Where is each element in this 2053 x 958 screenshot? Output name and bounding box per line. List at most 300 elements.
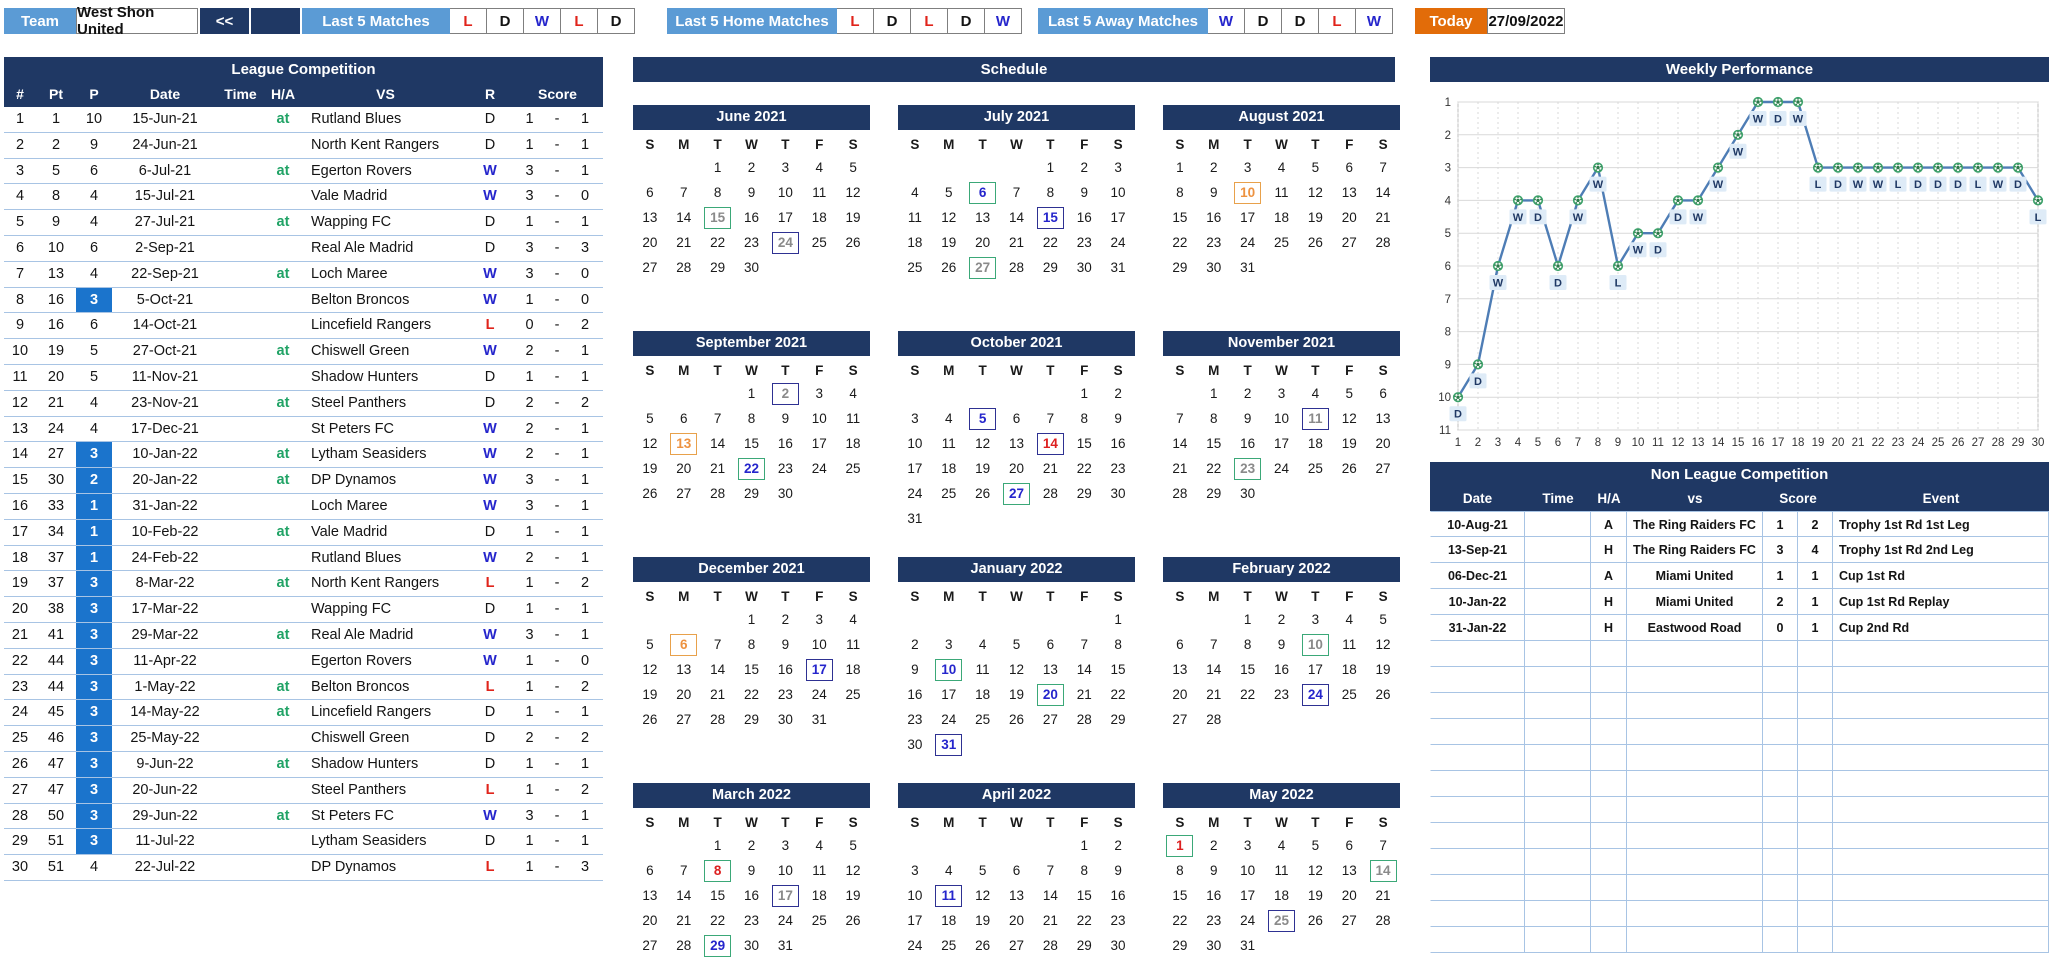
calendar-match-day[interactable]: 29 xyxy=(704,935,731,957)
points-cumulative: 34 xyxy=(47,523,65,540)
team-name-selector[interactable]: West Shon United xyxy=(76,8,198,34)
score-against: 1 xyxy=(580,136,590,153)
calendar-day: 9 xyxy=(747,863,756,878)
match-number: 18 xyxy=(11,549,29,566)
calendar-blank-day xyxy=(701,381,735,406)
cup-home-away xyxy=(1591,823,1627,849)
score-against: 2 xyxy=(580,730,590,747)
calendar-day: 23 xyxy=(1273,687,1289,702)
score-dash: - xyxy=(554,833,560,850)
x-tick-label: 23 xyxy=(1891,437,1905,449)
score-for: 1 xyxy=(525,575,534,592)
home-away-flag xyxy=(263,778,303,803)
calendar-day: 23 xyxy=(1110,913,1126,928)
opponent-name: Rutland Blues xyxy=(311,549,402,566)
cup-score-for: 1 xyxy=(1763,511,1798,537)
score-dash: - xyxy=(554,136,560,153)
x-tick-label: 16 xyxy=(1751,437,1765,449)
non-league-match-row xyxy=(1430,875,2049,901)
match-time xyxy=(218,391,263,416)
match-point-dot xyxy=(1739,136,1741,138)
weekday-header: T xyxy=(978,814,987,830)
calendar-match-day[interactable]: 24 xyxy=(1302,684,1329,706)
calendar-day: 24 xyxy=(811,687,827,702)
match-number: 8 xyxy=(15,291,25,308)
cup-score-for xyxy=(1763,641,1798,667)
calendar-day: 20 xyxy=(1172,687,1188,702)
calendar-day: 26 xyxy=(975,938,991,953)
weekday-header: T xyxy=(978,362,987,378)
weekday-header: M xyxy=(678,136,690,152)
match-point-dot xyxy=(2040,199,2042,201)
weekday-header: S xyxy=(1378,588,1388,604)
calendar-match-day[interactable]: 2 xyxy=(772,383,799,405)
calendar-day: 26 xyxy=(1341,461,1357,476)
calendar-day: 31 xyxy=(811,712,827,727)
match-point-dot xyxy=(1557,262,1559,264)
y-tick-label: 11 xyxy=(1439,425,1451,437)
calendar-match-day[interactable]: 11 xyxy=(1302,408,1329,430)
league-match-row xyxy=(4,675,603,701)
calendar-match-day[interactable]: 10 xyxy=(1302,634,1329,656)
calendar-day: 26 xyxy=(642,712,658,727)
calendar-day xyxy=(1366,858,1400,883)
calendar-day: 2 xyxy=(781,612,790,627)
non-league-match-row xyxy=(1430,849,2049,875)
score-against: 1 xyxy=(580,162,590,179)
result-letter: L xyxy=(485,317,495,334)
non-league-title: Non League Competition xyxy=(1430,462,2049,487)
calendar-month-title: April 2022 xyxy=(898,783,1135,808)
calendar-blank-day xyxy=(667,607,701,632)
calendar-day: 7 xyxy=(680,863,688,878)
calendar-day: 8 xyxy=(1243,637,1252,652)
cup-score-for: 1 xyxy=(1763,563,1798,589)
score-against: 2 xyxy=(580,394,590,411)
calendar-day: 26 xyxy=(845,235,861,250)
calendar-blank-day xyxy=(1000,607,1034,632)
calendar-day: 9 xyxy=(1277,637,1286,652)
match-point-dot xyxy=(1995,169,1997,171)
calendar-day: 6 xyxy=(1012,411,1021,426)
home-away-flag xyxy=(263,236,303,261)
home-away-flag xyxy=(263,855,303,880)
calendar-day: 24 xyxy=(1240,235,1256,250)
match-point-dot xyxy=(1900,166,1902,168)
non-league-match-row xyxy=(1430,537,2049,563)
result-cell: D xyxy=(874,8,911,34)
match-point-dot xyxy=(1774,100,1776,102)
match-point-dot xyxy=(1800,100,1802,102)
calendar-blank-day xyxy=(1000,833,1034,858)
calendar-day: 30 xyxy=(1110,486,1126,501)
match-point-dot xyxy=(1575,202,1577,204)
calendar-day: 22 xyxy=(1172,913,1188,928)
calendar-day: 8 xyxy=(1046,185,1055,200)
score-dash: - xyxy=(554,678,560,695)
calendar-day: 10 xyxy=(1240,863,1256,878)
match-point-dot xyxy=(1819,169,1821,171)
result-label: W xyxy=(1732,146,1744,159)
match-point-core xyxy=(1556,264,1559,267)
match-date: 1-May-22 xyxy=(134,678,196,695)
weekday-header: S xyxy=(1378,814,1388,830)
points-cumulative: 16 xyxy=(47,291,65,308)
cup-date: 06-Dec-21 xyxy=(1430,563,1525,589)
calendar-day: 7 xyxy=(1379,838,1387,853)
score-for: 1 xyxy=(525,601,534,618)
weekday-header: M xyxy=(943,588,955,604)
match-point-dot xyxy=(2039,202,2041,204)
match-number: 14 xyxy=(11,446,29,463)
calendar-day: 2 xyxy=(1210,838,1218,853)
non-league-header-row xyxy=(1430,487,2049,511)
match-point-dot xyxy=(1960,166,1962,168)
calendar-day: 4 xyxy=(945,863,953,878)
match-point-dot xyxy=(1614,264,1616,266)
points-cumulative: 33 xyxy=(47,497,65,514)
calendar-match-day[interactable]: 14 xyxy=(1370,860,1397,882)
calendar-grid xyxy=(1163,359,1400,506)
calendar-day: 5 xyxy=(945,185,953,200)
weekday-header: S xyxy=(1175,362,1185,378)
match-number: 10 xyxy=(11,343,29,360)
calendar-day: 28 xyxy=(1172,486,1188,501)
calendar-blank-day xyxy=(1197,607,1231,632)
match-time xyxy=(218,159,263,184)
league-rows xyxy=(4,107,603,881)
match-date: 17-Dec-21 xyxy=(131,420,199,437)
month-calendar xyxy=(898,105,1135,280)
calendar-day: 23 xyxy=(907,712,923,727)
match-point-dot xyxy=(1477,361,1479,363)
cup-opponent: The Ring Raiders FC xyxy=(1627,537,1763,563)
cup-time xyxy=(1525,537,1591,563)
match-point-dot xyxy=(2037,197,2039,199)
home-away-flag xyxy=(263,133,303,158)
result-letter: W xyxy=(483,188,497,205)
x-tick-label: 29 xyxy=(2011,437,2025,449)
score-against: 0 xyxy=(580,265,590,282)
calendar-day: 18 xyxy=(941,913,957,928)
calendar-day: 30 xyxy=(743,260,759,275)
calendar-day: 2 xyxy=(911,637,919,652)
calendar-match-day[interactable]: 27 xyxy=(969,257,996,279)
result-label: W xyxy=(1632,244,1644,257)
calendar-blank-day xyxy=(898,381,932,406)
cup-home-away xyxy=(1591,797,1627,823)
cup-score-against xyxy=(1798,901,1833,927)
calendar-day: 25 xyxy=(941,486,957,501)
home-away-flag xyxy=(263,313,303,338)
calendar-day: 24 xyxy=(1110,235,1126,250)
weekday-header: W xyxy=(1010,814,1023,830)
cup-date xyxy=(1430,797,1525,823)
non-league-column-header: Score xyxy=(1779,491,1817,506)
calendar-day: 27 xyxy=(1375,461,1391,476)
match-date: 20-Jun-22 xyxy=(132,781,198,798)
opponent-name: North Kent Rangers xyxy=(311,575,440,592)
match-point-dot xyxy=(2019,169,2021,171)
match-point-dot xyxy=(1719,169,1721,171)
weekday-header: M xyxy=(943,362,955,378)
match-point-dot xyxy=(1597,164,1599,166)
result-label: W xyxy=(1592,179,1604,192)
calendar-day: 5 xyxy=(1345,386,1353,401)
calendar-day: 1 xyxy=(713,838,722,853)
match-point-dot xyxy=(1460,395,1462,397)
calendar-match-day[interactable]: 23 xyxy=(1234,458,1261,480)
home-away-flag: at xyxy=(276,704,290,721)
match-point-core xyxy=(1476,363,1479,366)
result-letter: L xyxy=(485,781,495,798)
home-away-flag xyxy=(263,365,303,390)
y-tick-label: 2 xyxy=(1444,129,1451,142)
result-letter: W xyxy=(483,626,497,643)
calendar-day: 16 xyxy=(1110,888,1126,903)
calendar-day: 22 xyxy=(1076,913,1092,928)
calendar-match-day[interactable]: 6 xyxy=(670,634,697,656)
cup-score-against xyxy=(1798,797,1833,823)
position: 3 xyxy=(76,829,112,854)
weekday-header: F xyxy=(1345,588,1354,604)
result-label: W xyxy=(1992,179,2004,192)
result-cell: W xyxy=(1208,8,1245,34)
calendar-match-day[interactable]: 24 xyxy=(772,232,799,254)
calendar-day: 12 xyxy=(1341,411,1357,426)
opponent-name: North Kent Rangers xyxy=(311,136,440,153)
calendar-day: 19 xyxy=(642,461,658,476)
cup-time xyxy=(1525,511,1591,537)
last5-results xyxy=(450,8,635,34)
match-point-dot xyxy=(1615,268,1617,270)
result-label: D xyxy=(1474,375,1482,388)
weekday-header: F xyxy=(1080,362,1089,378)
weekday-header: S xyxy=(1113,362,1123,378)
match-point-dot xyxy=(1714,166,1716,168)
calendar-day: 10 xyxy=(777,863,793,878)
result-label: L xyxy=(1974,179,1982,192)
points-cumulative: 10 xyxy=(47,239,65,256)
calendar-day: 18 xyxy=(1307,436,1323,451)
calendar-day: 25 xyxy=(845,461,861,476)
cup-event xyxy=(1833,901,2049,927)
weekday-header: S xyxy=(645,362,655,378)
calendar-grid xyxy=(633,133,870,280)
match-time xyxy=(218,494,263,519)
calendar-day: 10 xyxy=(907,436,923,451)
cup-opponent xyxy=(1627,641,1763,667)
match-point-dot xyxy=(1515,202,1517,204)
calendar-match-day[interactable]: 10 xyxy=(935,659,962,681)
calendar-match-day[interactable]: 14 xyxy=(1037,433,1064,455)
calendar-day: 31 xyxy=(777,938,793,953)
weekday-header: F xyxy=(1345,136,1354,152)
calendar-month-title: March 2022 xyxy=(633,783,870,808)
calendar-day: 30 xyxy=(1240,486,1256,501)
weekday-header: T xyxy=(1046,814,1055,830)
last5-away-results xyxy=(1208,8,1393,34)
calendar-match-day[interactable]: 5 xyxy=(969,408,996,430)
cup-score-for xyxy=(1763,901,1798,927)
weekday-header: F xyxy=(1345,814,1354,830)
calendar-day: 30 xyxy=(777,712,793,727)
score-for: 3 xyxy=(525,497,534,514)
calendar-match-day[interactable]: 15 xyxy=(704,207,731,229)
calendar-day: 1 xyxy=(1080,838,1088,853)
calendar-day: 17 xyxy=(1240,210,1256,225)
calendar-day: 5 xyxy=(849,838,857,853)
match-point-dot xyxy=(1920,166,1922,168)
weekday-header: T xyxy=(1311,136,1320,152)
calendar-day: 8 xyxy=(713,185,722,200)
score-dash: - xyxy=(554,652,560,669)
calendar-day: 11 xyxy=(1274,185,1289,200)
position: 4 xyxy=(89,859,99,876)
calendar-day: 12 xyxy=(845,185,861,200)
calendar-day: 5 xyxy=(646,411,654,426)
collapse-button[interactable]: << xyxy=(200,8,249,34)
match-point-dot xyxy=(1715,169,1717,171)
weekday-header: F xyxy=(1080,588,1089,604)
weekday-header: S xyxy=(848,136,858,152)
match-date: 9-Jun-22 xyxy=(136,755,194,772)
calendar-day: 28 xyxy=(1042,486,1058,501)
calendar-day: 3 xyxy=(1277,386,1286,401)
match-point-dot xyxy=(1540,199,1542,201)
league-match-row xyxy=(4,520,603,546)
match-point-core xyxy=(1636,232,1639,235)
calendar-day: 27 xyxy=(676,712,692,727)
calendar-match-day[interactable]: 8 xyxy=(704,860,731,882)
cup-time xyxy=(1525,719,1591,745)
match-point-dot xyxy=(1497,262,1499,264)
match-time xyxy=(218,236,263,261)
calendar-day: 21 xyxy=(1375,888,1391,903)
calendar-day: 17 xyxy=(907,461,923,476)
calendar-day: 20 xyxy=(1008,913,1024,928)
collapse-spacer xyxy=(251,8,300,34)
cup-date: 10-Aug-21 xyxy=(1430,511,1525,537)
match-point-dot xyxy=(1619,268,1621,270)
calendar-match-day[interactable]: 6 xyxy=(969,182,996,204)
match-point-core xyxy=(1956,166,1959,169)
match-point-dot xyxy=(1754,100,1756,102)
score-against: 2 xyxy=(580,781,590,798)
match-date: 25-May-22 xyxy=(130,730,200,747)
cup-opponent xyxy=(1627,693,1763,719)
cup-event xyxy=(1833,875,2049,901)
position: 2 xyxy=(76,468,112,493)
opponent-name: Steel Panthers xyxy=(311,394,407,411)
calendar-day: 18 xyxy=(811,888,827,903)
calendar-day: 24 xyxy=(941,712,957,727)
calendar-day: 25 xyxy=(811,913,827,928)
score-for: 1 xyxy=(525,833,534,850)
cup-opponent: Miami United xyxy=(1627,563,1763,589)
calendar-day: 22 xyxy=(1042,235,1058,250)
calendar-day: 16 xyxy=(743,210,759,225)
calendar-match-day[interactable]: 10 xyxy=(1234,182,1261,204)
calendar-day xyxy=(1298,632,1332,657)
calendar-day: 18 xyxy=(1273,210,1289,225)
match-point-dot xyxy=(1839,169,1841,171)
match-point-dot xyxy=(1574,199,1576,201)
non-league-match-row xyxy=(1430,745,2049,771)
calendar-match-day[interactable]: 1 xyxy=(1166,835,1193,857)
cup-score-against: 1 xyxy=(1798,589,1833,615)
calendar-match-day[interactable]: 27 xyxy=(1003,483,1030,505)
calendar-day: 29 xyxy=(743,712,759,727)
points-cumulative: 46 xyxy=(47,730,65,747)
result-letter: W xyxy=(483,162,497,179)
calendar-day: 13 xyxy=(1042,662,1058,677)
weekday-header: S xyxy=(645,136,655,152)
result-label: D xyxy=(1674,211,1682,224)
calendar-match-day[interactable]: 17 xyxy=(806,659,833,681)
match-time xyxy=(218,210,263,235)
league-column-header: Date xyxy=(149,86,181,102)
match-point-core xyxy=(1716,166,1719,169)
match-point-dot xyxy=(1760,100,1762,102)
opponent-name: Rutland Blues xyxy=(311,111,402,127)
calendar-match-day[interactable]: 13 xyxy=(670,433,697,455)
match-point-dot xyxy=(1499,268,1501,270)
calendar-day: 15 xyxy=(1076,888,1092,903)
calendar-match-day[interactable]: 31 xyxy=(935,734,962,756)
league-match-row xyxy=(4,597,603,623)
match-time xyxy=(218,339,263,364)
calendar-blank-day xyxy=(1000,155,1034,180)
weekday-header: W xyxy=(1275,588,1288,604)
points-cumulative: 37 xyxy=(47,549,65,566)
score-against: 0 xyxy=(580,652,590,669)
match-point-core xyxy=(1796,100,1799,103)
match-time xyxy=(218,184,263,209)
match-point-dot xyxy=(1534,199,1536,201)
calendar-match-day[interactable]: 22 xyxy=(738,458,765,480)
points-cumulative: 21 xyxy=(47,394,65,411)
calendar-match-day[interactable]: 11 xyxy=(935,885,962,907)
calendar-day: 21 xyxy=(1375,210,1391,225)
opponent-name: Real Ale Madrid xyxy=(311,626,414,643)
calendar-day: 13 xyxy=(642,210,658,225)
position: 3 xyxy=(76,700,112,725)
calendar-day: 3 xyxy=(1243,160,1252,175)
calendar-match-day[interactable]: 15 xyxy=(1037,207,1064,229)
calendar-day xyxy=(768,883,802,908)
league-match-row xyxy=(4,133,603,159)
score-against: 0 xyxy=(580,188,590,205)
calendar-match-day[interactable]: 17 xyxy=(772,885,799,907)
home-away-flag: at xyxy=(276,394,290,411)
points-cumulative: 38 xyxy=(47,601,65,618)
calendar-day: 22 xyxy=(710,235,726,250)
cup-opponent xyxy=(1627,927,1763,953)
score-for: 1 xyxy=(525,368,534,385)
calendar-grid xyxy=(898,133,1135,280)
score-for: 1 xyxy=(525,291,534,308)
calendar-day: 11 xyxy=(1342,637,1357,652)
month-calendar xyxy=(1163,105,1400,280)
match-point-dot xyxy=(1897,164,1899,166)
calendar-day: 22 xyxy=(743,687,759,702)
calendar-match-day[interactable]: 20 xyxy=(1037,684,1064,706)
calendar-blank-day xyxy=(932,381,966,406)
match-point-core xyxy=(1916,166,1919,169)
calendar-match-day[interactable]: 25 xyxy=(1268,910,1295,932)
score-for: 1 xyxy=(525,523,534,540)
